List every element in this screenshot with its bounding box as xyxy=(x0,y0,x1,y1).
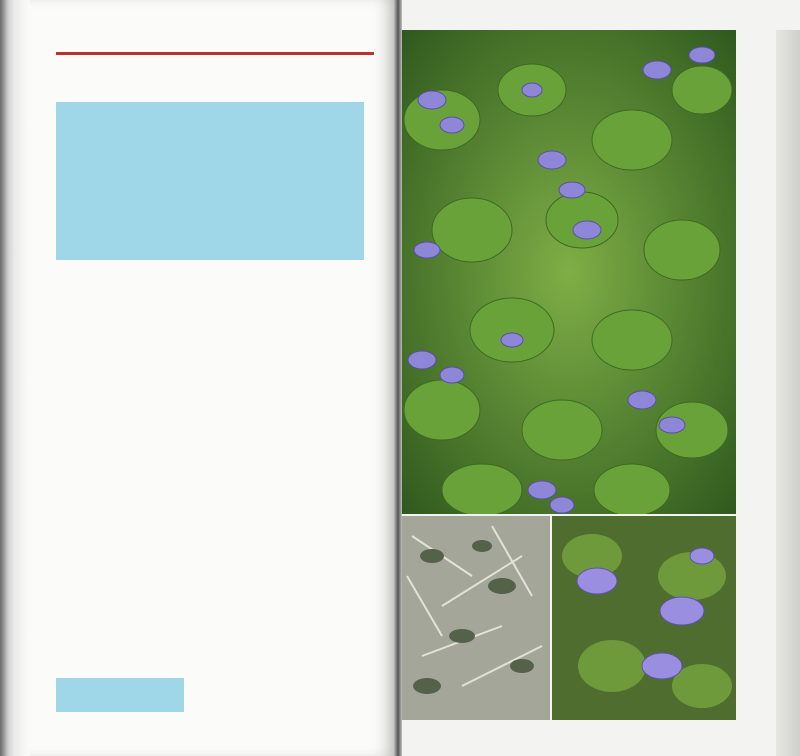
dried-herb-illustration xyxy=(402,516,550,720)
identification-box xyxy=(56,102,364,260)
photo-flower-caption xyxy=(552,704,736,714)
bottom-thumb-tabs xyxy=(402,720,774,756)
photo-flowers-closeup xyxy=(552,516,736,720)
top-thumb-tabs xyxy=(402,0,774,30)
did-you-know-badge xyxy=(56,678,184,712)
photo-dry-caption xyxy=(402,704,550,714)
page-edge-right xyxy=(776,30,800,756)
side-thumb-tabs xyxy=(736,30,776,720)
photo-main-plant xyxy=(402,30,736,514)
photo-dried-herb xyxy=(402,516,550,720)
flower-closeup-illustration xyxy=(552,516,736,720)
title-divider xyxy=(56,52,374,55)
plant-photo-illustration xyxy=(402,30,736,514)
book-gutter xyxy=(394,0,402,756)
page-edge-left xyxy=(0,0,30,756)
